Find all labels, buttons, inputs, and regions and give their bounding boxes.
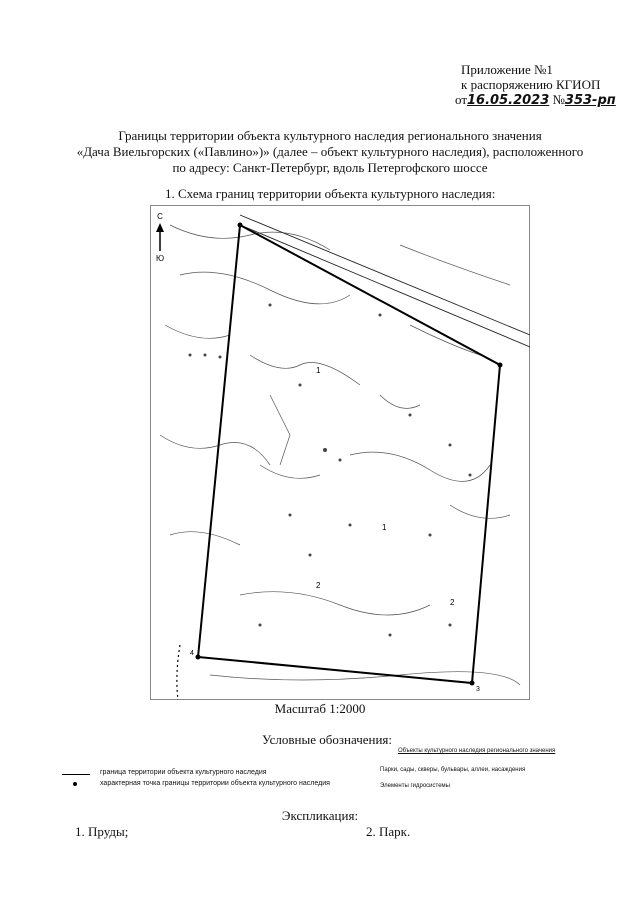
section-heading: 1. Схема границ территории объекта культурного наследия: xyxy=(165,186,496,201)
zone-label: 2 xyxy=(450,598,455,607)
appendix-block xyxy=(455,62,616,108)
boundary-map xyxy=(150,205,530,700)
explication-item: 2. Парк. xyxy=(366,824,411,839)
legend-title: Условные обозначения: xyxy=(262,732,393,747)
appendix-date: 16.05.2023 xyxy=(467,93,550,108)
appendix-line2: к распоряжению КГИОП xyxy=(461,77,601,92)
legend-right-item: Элементы гидросистемы xyxy=(380,783,450,789)
zone-label: 1 xyxy=(382,523,387,532)
legend-right-item: Парки, сады, скверы, бульвары, аллеи, насаждения xyxy=(380,767,526,773)
document-title: Границы территории объекта культурного наследия регионального значения «Дача Виельгорских («Павлино»)» (далее – объект культурного наследия), расположенного по адресу: Санкт-Петербург, вдоль Петергофского шоссе xyxy=(76,128,584,175)
point-label: 3 xyxy=(476,686,480,693)
legend-left-item: характерная точка границы территории объекта культурного наследия xyxy=(100,780,330,787)
south-label: Ю xyxy=(155,254,165,263)
appendix-date-line: от16.05.2023 №353-рп xyxy=(455,92,616,108)
appendix-line1: Приложение №1 xyxy=(461,62,553,77)
north-label: С xyxy=(157,212,163,221)
boundary-line-symbol xyxy=(62,774,90,775)
boundary-point-symbol xyxy=(73,782,77,786)
explication-item: 1. Пруды; xyxy=(75,824,129,839)
point-label: 4 xyxy=(190,650,194,657)
zone-label: 2 xyxy=(316,581,321,590)
legend-right-header: Объекты культурного наследия регионального значения xyxy=(398,748,556,754)
map-scale: Масштаб 1:2000 xyxy=(274,701,366,716)
explication-title: Экспликация: xyxy=(281,808,359,823)
appendix-number: 353-рп xyxy=(564,93,616,108)
legend-left-item: граница территории объекта культурного наследия xyxy=(100,769,267,776)
zone-label: 1 xyxy=(316,366,321,375)
